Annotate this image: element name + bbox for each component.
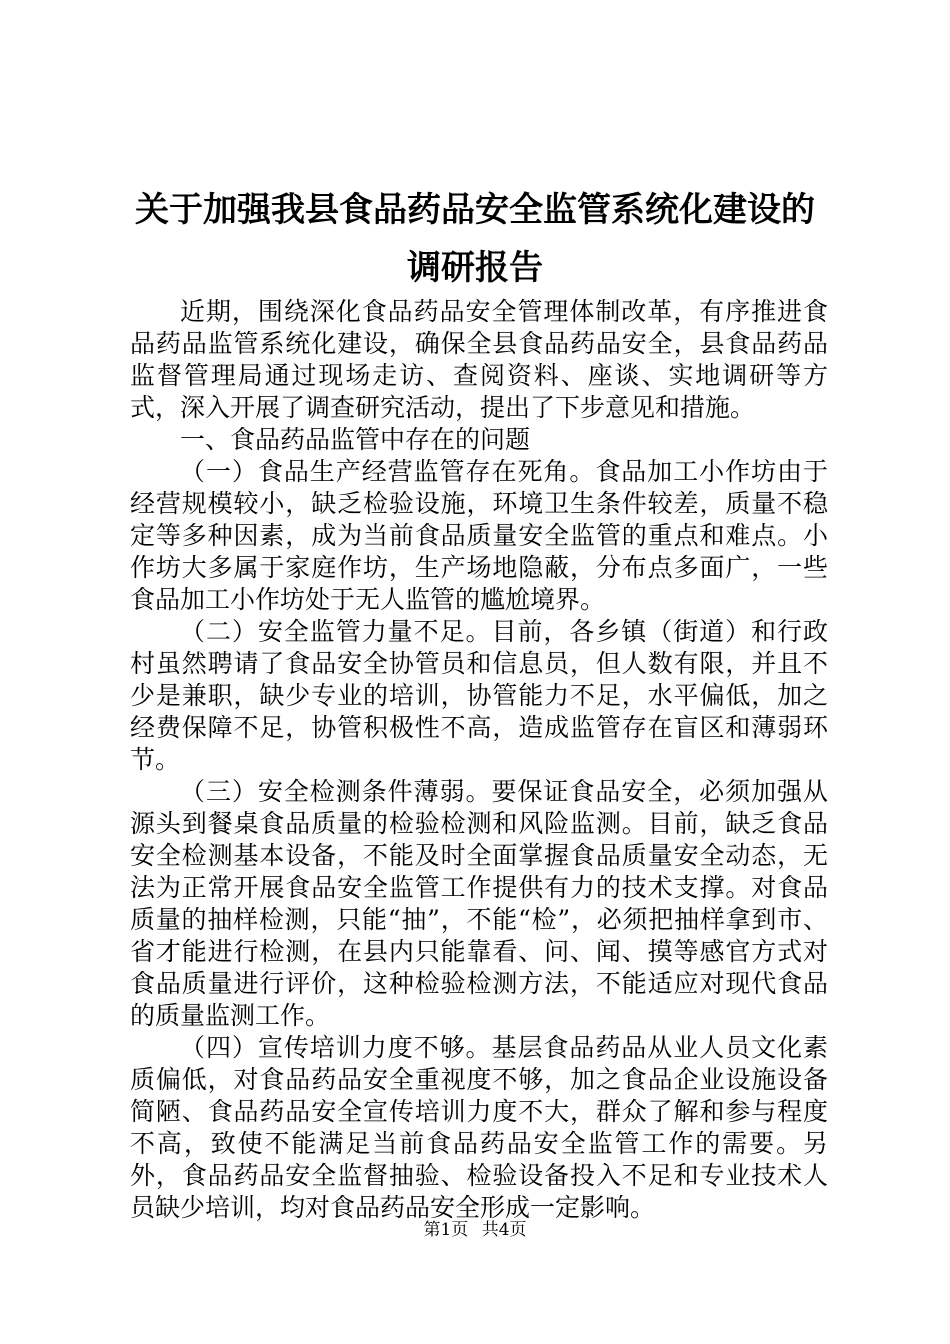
page-footer — [0, 1219, 950, 1241]
intro-paragraph: 近期，围绕深化食品药品安全管理体制改革，有序推进食品药品监管系统化建设，确保全县食品药品安全，县食品药品监督管理局通过现场走访、查阅资料、座谈、实地调研等方式，深入开展了调查研究活动，提出了下步意见和措施。 — [130, 297, 828, 422]
document-title-line2: 调研报告 — [407, 248, 543, 288]
paragraph-problem-4: （四）宣传培训力度不够。基层食品药品从业人员文化素质偏低，对食品药品安全重视度不够，加之食品企业设施设备简陋、食品药品安全宣传培训力度不大，群众了解和参与程度不高，致使不能满足当前食品药品安全监管工作的需要。另外，食品药品安全监督抽验、检验设备投入不足和专业技术人员缺少培训，均对食品药品安全形成一定影响。 — [130, 1033, 828, 1222]
paragraph-problem-1: （一）食品生产经营监管存在死角。食品加工小作坊由于经营规模较小，缺乏检验设施，环境卫生条件较差，质量不稳定等多种因素，成为当前食品质量安全监管的重点和难点。小作坊大多属于家庭作坊，生产场地隐蔽，分布点多面广，一些食品加工小作坊处于无人监管的尴尬境界。 — [130, 457, 828, 614]
paragraph-problem-2: （二）安全监管力量不足。目前，各乡镇（街道）和行政村虽然聘请了食品安全协管员和信息员，但人数有限，并且不少是兼职，缺少专业的培训，协管能力不足，水平偏低，加之经费保障不足，协管积极性不高，造成监管存在盲区和薄弱环节。 — [130, 617, 828, 774]
page-number-current: 第1页 — [423, 1220, 469, 1240]
paragraph-problem-3: （三）安全检测条件薄弱。要保证食品安全，必须加强从源头到餐桌食品质量的检验检测和风险监测。目前，缺乏食品安全检测基本设备，不能及时全面掌握食品质量安全动态，无法为正常开展食品安全监管工作提供有力的技术支撑。对食品质量的抽样检测，只能“抽”，不能“检”，必须把抽样拿到市、省才能进行检测，在县内只能靠看、问、闻、摸等感官方式对食品质量进行评价，这种检验检测方法，不能适应对现代食品的质量监测工作。 — [130, 777, 828, 1030]
page-number-total: 共4页 — [481, 1220, 527, 1240]
document-title-line1: 关于加强我县食品药品安全监管系统化建设的 — [135, 190, 815, 230]
section-heading-problems: 一、食品药品监管中存在的问题 — [180, 425, 531, 454]
document-body — [130, 296, 828, 1224]
